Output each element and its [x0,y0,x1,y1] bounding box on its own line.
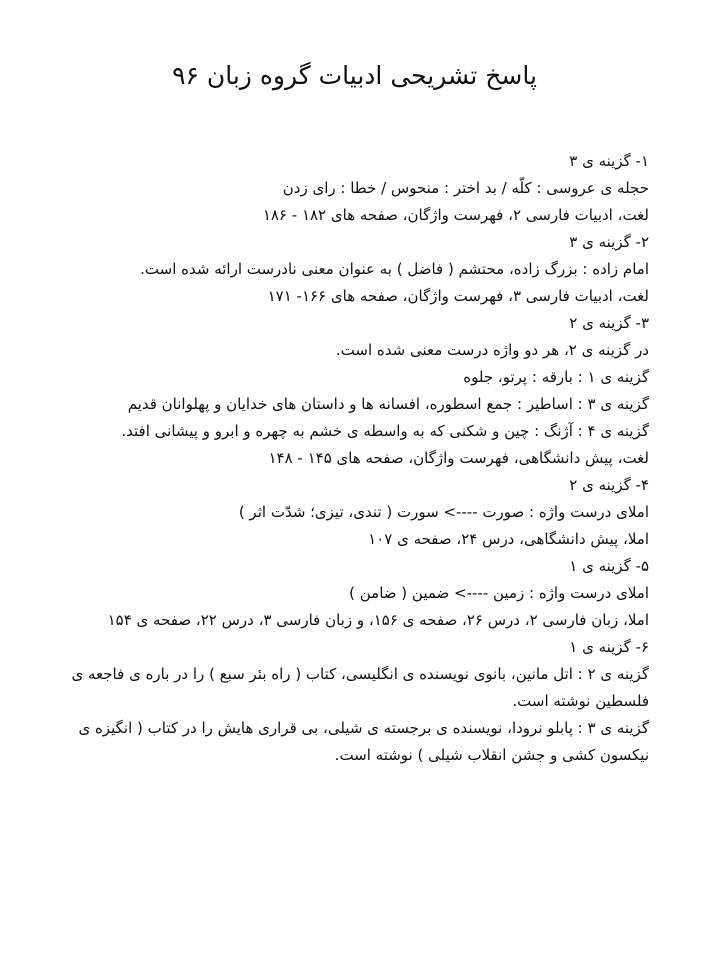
answer-1-heading: ۱- گزینه ی ۳ [569,152,649,170]
answer-content [29,148,649,769]
answer-2-reference: لغت، ادبیات فارسی ۳، فهرست واژگان، صفحه های ۱۶۶- ۱۷۱ [267,287,649,305]
answer-6-heading: ۶- گزینه ی ۱ [569,638,649,656]
answer-5-heading: ۵- گزینه ی ۱ [569,557,649,575]
answer-2-line: امام زاده : بزرگ زاده، محتشم ( فاضل ) به عنوان معنی نادرست ارائه شده است. [140,260,649,278]
answer-4-line: املای درست واژه : صورت ----> سورت ( تندی، تیزی؛ شدّت اثر ) [238,503,649,521]
answer-2-heading: ۲- گزینه ی ۳ [569,233,649,251]
answer-3-reference: لغت، پیش دانشگاهی، فهرست واژگان، صفحه های ۱۴۵ - ۱۴۸ [268,449,649,467]
answer-1-line: حجله ی عروسی : کلّه / بد اختر : منحوس / خطا : رای زدن [282,179,649,197]
answer-4-reference: املا، پیش دانشگاهی، درس ۲۴، صفحه ی ۱۰۷ [368,530,649,548]
answer-3-option-1: گزینه ی ۱ : بارقه : پرتو، جلوه [463,368,649,386]
answer-1-reference: لغت، ادبیات فارسی ۲، فهرست واژگان، صفحه های ۱۸۲ - ۱۸۶ [262,206,649,224]
answer-3-option-4: گزینه ی ۴ : آژنگ : چین و شکنی که به واسطه ی خشم به چهره و ابرو و پیشانی افتد. [121,422,649,440]
answer-3-option-3: گزینه ی ۳ : اساطیر : جمع اسطوره، افسانه ها و داستان های خدایان و پهلوانان قدیم [127,395,649,413]
answer-3-line: در گزینه ی ۲، هر دو واژه درست معنی شده است. [335,341,649,359]
answer-3-heading: ۳- گزینه ی ۲ [569,314,649,332]
answer-6-option-3: گزینه ی ۳ : پابلو نرودا، نویسنده ی برجسته ی شیلی، بی قراری هایش را در کتاب ( انگیزه ی نیکسون کشی و جشن انقلاب شیلی ) نوشته است. [78,719,649,764]
document-title: پاسخ تشریحی ادبیات گروه زبان ۹۶ [172,61,537,90]
answer-6-option-2: گزینه ی ۲ : اتل مانین، بانوی نویسنده ی انگلیسی، کتاب ( راه بئر سبع ) را در باره ی فاجعه ی فلسطین نوشته است. [71,665,649,710]
answer-5-line: املای درست واژه : زمین ----> ضمین ( ضامن ) [349,584,649,602]
answer-5-reference: املا، زبان فارسی ۲، درس ۲۶، صفحه ی ۱۵۶، و زبان فارسی ۳، درس ۲۲، صفحه ی ۱۵۴ [107,611,649,629]
answer-4-heading: ۴- گزینه ی ۲ [569,476,649,494]
